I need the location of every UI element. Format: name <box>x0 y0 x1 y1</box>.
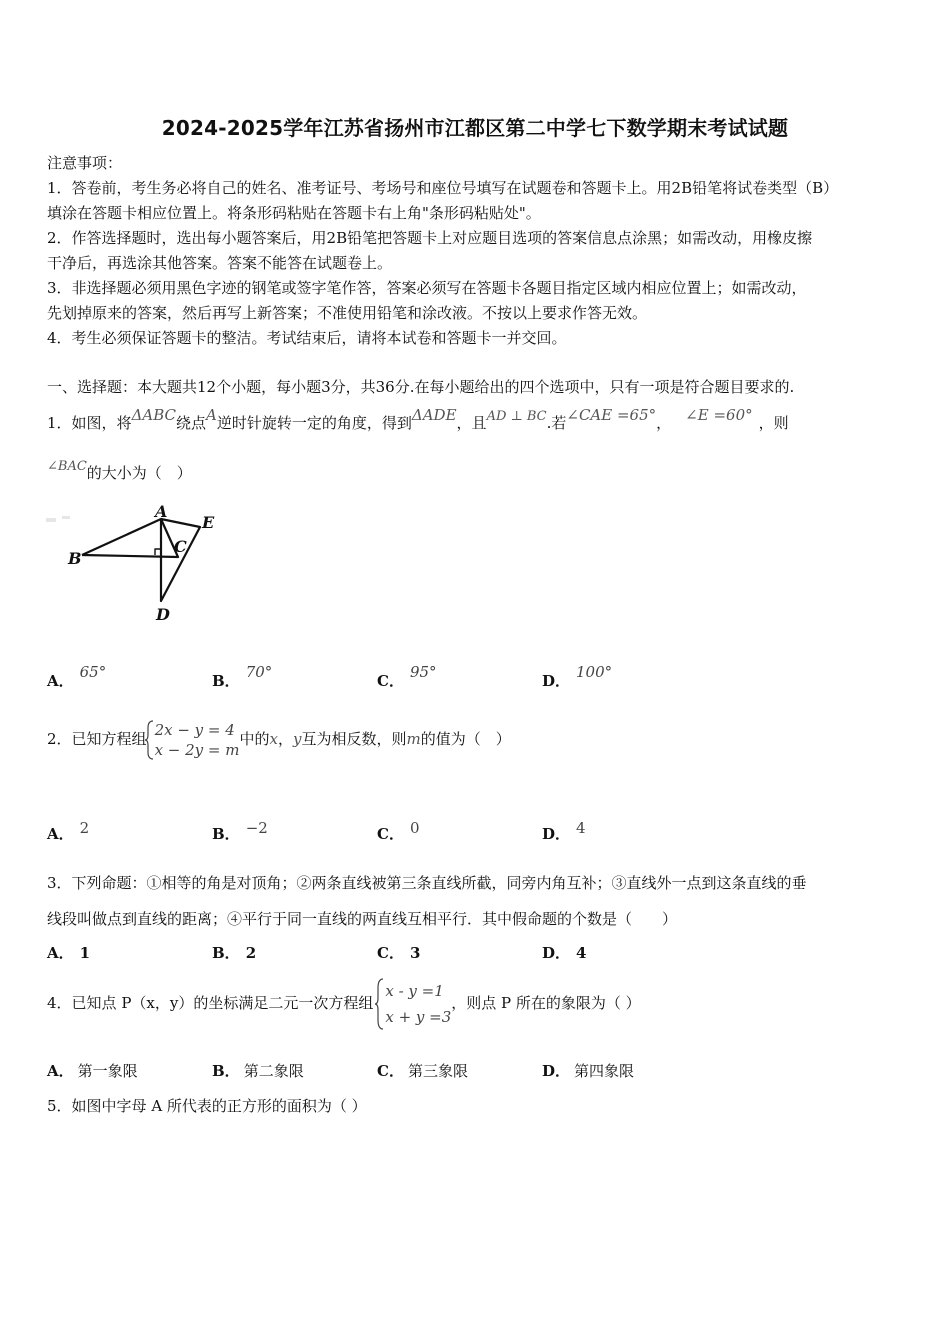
q1-text: ， <box>656 414 672 432</box>
question-number: 4． <box>47 994 72 1012</box>
option-value: 100° <box>576 663 613 681</box>
q3-option-a[interactable] <box>47 942 90 963</box>
label-a: A <box>155 502 168 521</box>
option-label: B． <box>212 672 240 690</box>
q1-text: 如图，将 <box>71 414 132 432</box>
q4-option-a[interactable] <box>47 1060 138 1081</box>
q2-option-d[interactable] <box>542 819 586 844</box>
q4-option-c[interactable] <box>377 1060 468 1081</box>
question-3-stem-cont: 线段叫做点到直线的距离；④平行于同一直线的两直线互相平行．其中假命题的个数是（ ） <box>47 910 678 928</box>
option-value: 第二象限 <box>243 1062 304 1080</box>
note-2-line-1: 2．作答选择题时，选出每小题答案后，用2B铅笔把答题卡上对应题目选项的答案信息点涂黑；如需改动，用橡皮擦 <box>47 229 813 247</box>
q1-math-bac: ∠BAC <box>47 459 87 474</box>
brace-icon <box>375 978 385 1030</box>
q2-text: 互为相反数，则 <box>301 730 407 748</box>
q2-option-b[interactable] <box>212 819 268 844</box>
q2-equation-1: 2x − y = 4 <box>154 721 235 739</box>
q4-text: 已知点 P（x，y）的坐标满足二元一次方程组 <box>71 994 374 1012</box>
triangle-rotation-figure <box>40 500 230 630</box>
q4-equation-1: x - y =1 <box>385 982 444 1000</box>
option-label: C． <box>377 825 404 843</box>
q1-math-a: A <box>206 406 217 424</box>
q2-text: 已知方程组 <box>71 730 147 748</box>
q2-text: 中的 <box>239 730 270 748</box>
notes-heading: 注意事项： <box>47 154 123 172</box>
q3-option-d[interactable] <box>542 942 586 963</box>
label-c: C <box>174 537 187 556</box>
option-label: B． <box>212 1062 240 1080</box>
option-label: D． <box>542 825 571 843</box>
note-3-line-1: 3．非选择题必须用黑色字迹的钢笔或签字笔作答，答案必须写在答题卡各题目指定区域内相应位置上；如需改动， <box>47 279 807 297</box>
note-2-line-2: 干净后，再选涂其他答案。答案不能答在试题卷上。 <box>47 254 393 272</box>
q1-option-a[interactable] <box>47 663 107 691</box>
option-value: 0 <box>409 819 420 837</box>
note-4: 4．考生必须保证答题卡的整洁。考试结束后，请将本试卷和答题卡一并交回。 <box>47 329 567 347</box>
question-1-stem-cont <box>47 459 192 483</box>
option-label: D． <box>542 1062 571 1080</box>
option-value: 4 <box>576 944 587 962</box>
option-label: C． <box>377 944 404 962</box>
q2-equation-system <box>147 720 240 760</box>
section-1-heading: 一、选择题：本大题共12个小题，每小题3分，共36分.在每小题给出的四个选项中，只有一项是符合题目要求的. <box>47 378 795 396</box>
q3-option-c[interactable] <box>377 942 420 963</box>
q5-text: 如图中字母 A 所代表的正方形的面积为（ ） <box>71 1097 367 1115</box>
q2-equation-2: x − 2y = m <box>154 741 240 759</box>
q2-math-y: y <box>292 730 302 748</box>
question-number: 1． <box>47 414 72 432</box>
question-number: 2． <box>47 730 72 748</box>
option-value: 3 <box>409 944 421 962</box>
q2-option-c[interactable] <box>377 819 420 844</box>
option-value: 第一象限 <box>77 1062 138 1080</box>
note-1-line-1: 1．答卷前，考生务必将自己的姓名、准考证号、考场号和座位号填写在试题卷和答题卡上。用2B铅笔将试卷类型（B） <box>47 179 839 197</box>
option-label: A． <box>47 825 74 843</box>
question-number: 5． <box>47 1097 72 1115</box>
option-label: A． <box>47 944 74 962</box>
q2-text: 的值为（ ） <box>420 730 511 748</box>
q3-option-b[interactable] <box>212 942 256 963</box>
q1-text: ，则 <box>758 414 789 432</box>
exam-title: 2024-2025学年江苏省扬州市江都区第二中学七下数学期末考试试题 <box>161 116 789 140</box>
option-value: 第四象限 <box>574 1062 635 1080</box>
option-label: D． <box>542 944 571 962</box>
option-label: C． <box>377 1062 404 1080</box>
q2-text: ， <box>277 730 293 748</box>
q1-option-d[interactable] <box>542 663 613 691</box>
option-value: 2 <box>245 944 257 962</box>
option-label: B． <box>212 825 240 843</box>
q2-math-m: m <box>406 730 421 748</box>
q2-math-x: x <box>269 730 278 748</box>
q1-math-abc: ΔABC <box>131 406 177 424</box>
option-label: B． <box>212 944 240 962</box>
q4-option-d[interactable] <box>542 1060 634 1081</box>
option-value: 65° <box>79 663 107 681</box>
note-3-line-2: 先划掉原来的答案，然后再写上新答案；不准使用铅笔和涂改液。不按以上要求作答无效。 <box>47 304 648 322</box>
option-value: −2 <box>245 819 268 837</box>
question-2-stem <box>47 720 511 760</box>
question-3-stem <box>47 872 807 893</box>
q4-equation-system <box>377 978 451 1030</box>
q1-text: .若 <box>546 414 567 432</box>
q1-text: 逆时针旋转一定的角度，得到 <box>216 414 412 432</box>
q4-text: ，则点 P 所在的象限为（ ） <box>451 994 641 1012</box>
option-label: D． <box>542 672 571 690</box>
q3-text: 下列命题：①相等的角是对顶角；②两条直线被第三条直线所截，同旁内角互补；③直线外一点到这条直线的垂 <box>71 874 807 892</box>
q4-option-b[interactable] <box>212 1060 304 1081</box>
option-label: A． <box>47 1062 74 1080</box>
q1-math-perp: AD ⊥ BC <box>486 409 547 424</box>
q4-equation-2: x + y =3 <box>385 1008 452 1026</box>
option-label: C． <box>377 672 404 690</box>
question-number: 3． <box>47 874 72 892</box>
option-value: 1 <box>79 944 91 962</box>
option-value: 4 <box>576 819 586 837</box>
option-value: 95° <box>409 663 437 681</box>
note-1-line-2: 填涂在答题卡相应位置上。将条形码粘贴在答题卡右上角"条形码粘贴处"。 <box>47 204 541 222</box>
q1-option-b[interactable] <box>212 663 273 691</box>
q1-text: 的大小为（ ） <box>86 464 192 482</box>
label-d: D <box>156 605 170 624</box>
q1-math-ade: ΔADE <box>411 406 457 424</box>
option-value: 2 <box>79 819 90 837</box>
question-4-stem <box>47 978 641 1030</box>
triangle-abc <box>82 519 178 557</box>
q1-option-c[interactable] <box>377 663 437 691</box>
q2-option-a[interactable] <box>47 819 90 844</box>
brace-icon <box>145 720 155 760</box>
q1-math-cae: ∠CAE =65° <box>566 406 657 424</box>
question-5-stem <box>47 1095 367 1116</box>
option-value: 70° <box>245 663 273 681</box>
label-e: E <box>202 513 215 532</box>
q1-text: ，且 <box>456 414 487 432</box>
q1-text: 绕点 <box>176 414 207 432</box>
option-label: A． <box>47 672 74 690</box>
option-value: 第三象限 <box>407 1062 468 1080</box>
label-b: B <box>68 549 82 568</box>
q1-math-e: ∠E =60° <box>685 406 753 424</box>
question-1-stem <box>47 406 789 433</box>
